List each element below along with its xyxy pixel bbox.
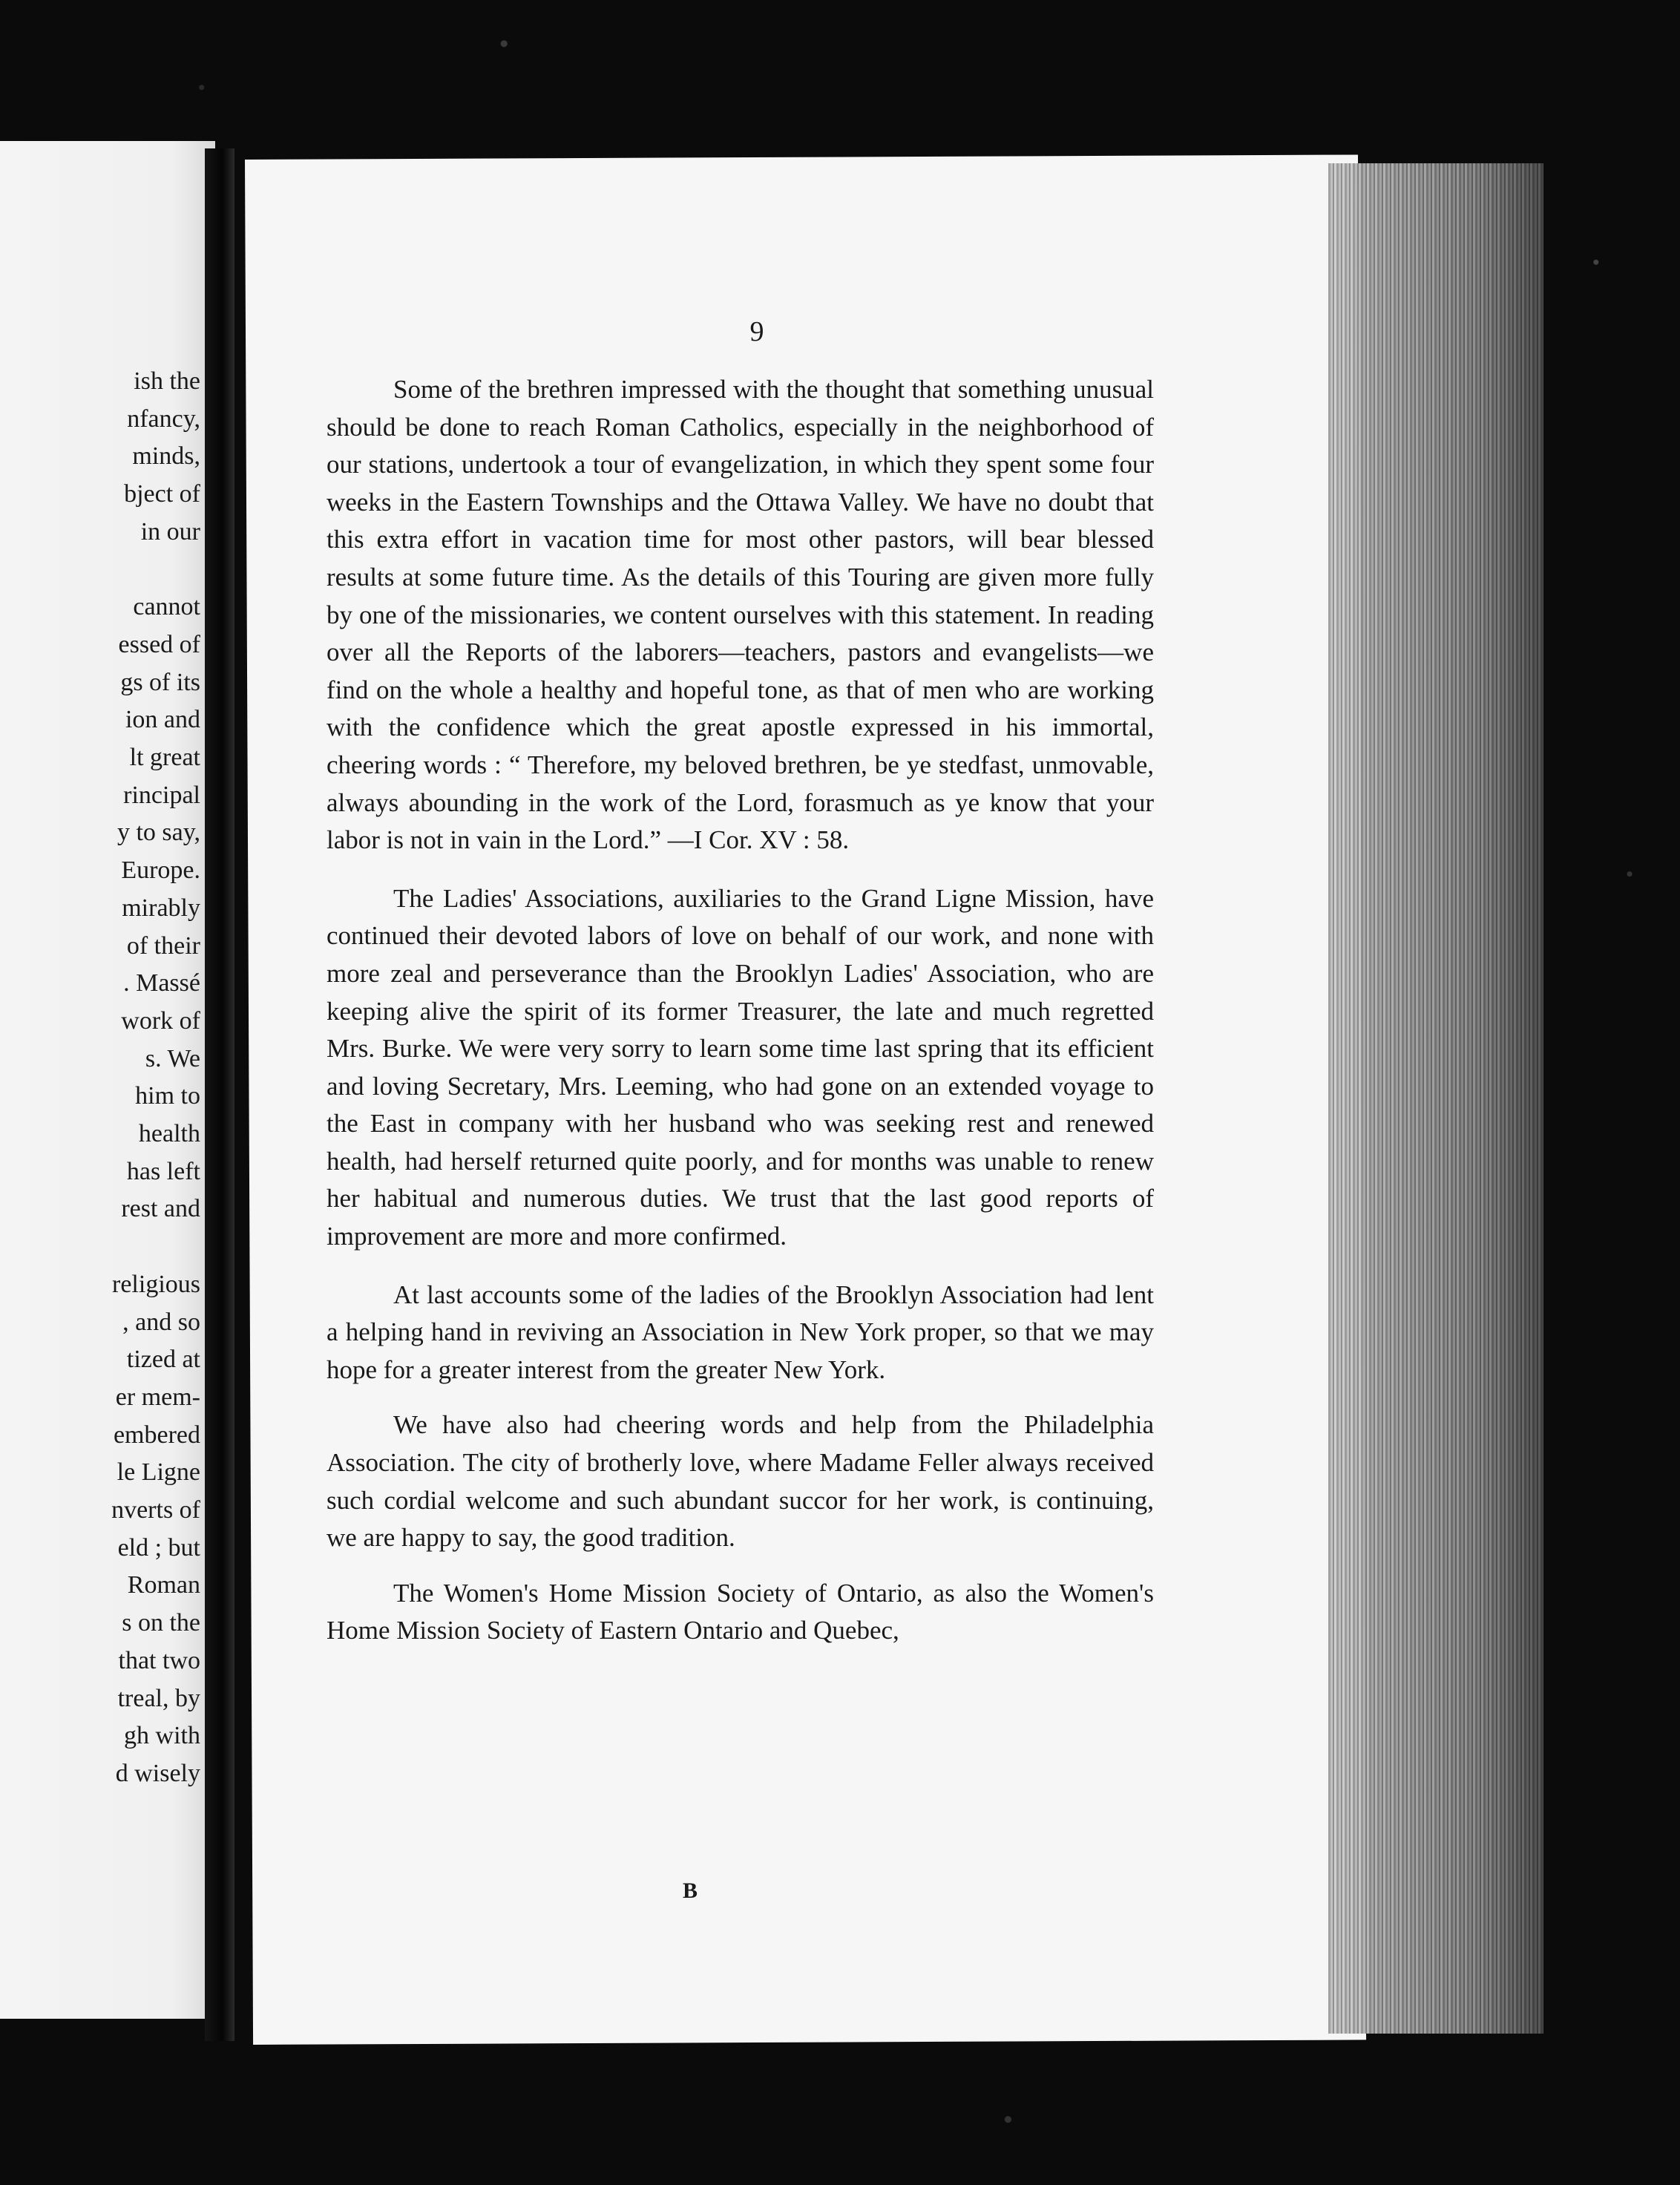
left-page-line: that two bbox=[118, 1646, 200, 1674]
left-page-line: rest and bbox=[121, 1195, 200, 1223]
left-page-line: s. We bbox=[145, 1044, 200, 1072]
left-page-line: Roman bbox=[127, 1571, 200, 1599]
left-page-line: minds, bbox=[132, 442, 200, 471]
left-page-line: bject of bbox=[124, 480, 200, 508]
left-page-line: . Massé bbox=[123, 969, 200, 998]
left-page-line: tized at bbox=[126, 1346, 200, 1374]
body-text bbox=[327, 371, 1154, 1650]
left-page-line: him to bbox=[135, 1082, 200, 1110]
left-page-line: religious bbox=[112, 1270, 200, 1298]
left-page-line: in our bbox=[140, 517, 200, 546]
paragraph-womens-home-mission: The Women's Home Mission Society of Ontario, as also the Women's Home Mission Society of Eastern Ontario and Quebec, bbox=[327, 1578, 1154, 1645]
left-page-line: nverts of bbox=[111, 1496, 200, 1524]
left-page-line: essed of bbox=[118, 630, 200, 658]
left-page-line: le Ligne bbox=[117, 1458, 200, 1487]
left-page-line: work of bbox=[121, 1006, 200, 1035]
left-page-line: of their bbox=[126, 931, 200, 960]
left-page-line: s on the bbox=[122, 1609, 200, 1637]
left-page-line: y to say, bbox=[117, 819, 200, 847]
paragraph-evangelization-tour: Some of the brethren impressed with the thought that something unusual should be done to reach Roman Catholics, especially in the neighborhood of our stations, undertook a tour of evangelization, in which they spent some four weeks in the Eastern Townships and the Ottawa Valley. We have no doubt that this extra effort in vacation time for most other pastors, will bear blessed results at some future time. As the details of this Touring are given more fully by one of the missionaries, we content ourselves with this statement. In reading over all the Reports of the laborers—teachers, pastors and evangelists—we find on the whole a healthy and hopeful tone, as that of men who are working with the confidence which the great apostle expressed in his immortal, cheering words : “ Therefore, my beloved brethren, be ye stedfast, unmovable, always abounding in the work of the Lord, forasmuch as ye know that your labor is not in vain in the Lord.” —I Cor. XV : 58. bbox=[327, 375, 1154, 855]
paragraph-philadelphia-association: We have also had cheering words and help from the Philadelphia Association. The city of brotherly love, where Madame Feller always received such cordial welcome and such abundant succor for her work, is continuing, we are happy to say, the good tradition. bbox=[327, 1410, 1154, 1553]
left-page-line: embered bbox=[113, 1421, 200, 1449]
left-page-line: has left bbox=[126, 1157, 200, 1185]
left-page-line: ion and bbox=[125, 706, 200, 734]
left-page-line: rincipal bbox=[123, 781, 200, 809]
left-page-line: gh with bbox=[124, 1722, 200, 1750]
left-page-line: nfancy, bbox=[127, 404, 200, 433]
left-page-line: , and so bbox=[122, 1308, 200, 1336]
left-page-line: eld ; but bbox=[117, 1533, 200, 1562]
paragraph-ladies-associations: The Ladies' Associations, auxiliaries to the Grand Ligne Mission, have continued their devoted labors of love on behalf of our work, and none with more zeal and perseverance than the Brooklyn Ladies' Association, who are keeping alive the spirit of its former Treasurer, the late and much regretted Mrs. Burke. We were very sorry to learn some time last spring that its efficient and loving Secretary, Mrs. Leeming, who had gone on an extended voyage to the East in company with her husband who was seeking rest and renewed health, had herself returned quite poorly, and for months was unable to renew her habitual and numerous duties. We trust that the last good reports of improvement are more and more confirmed. bbox=[327, 883, 1154, 1251]
page-edges bbox=[1328, 163, 1543, 2034]
left-page-line: cannot bbox=[133, 593, 200, 621]
signature-mark: B bbox=[682, 1878, 698, 1903]
left-page-line: mirably bbox=[122, 894, 200, 922]
left-page-line: health bbox=[138, 1120, 200, 1147]
left-page-line: ish the bbox=[134, 367, 200, 395]
left-page-line: gs of its bbox=[120, 668, 200, 696]
left-page bbox=[0, 141, 215, 2019]
book-gutter bbox=[205, 148, 234, 2041]
page-number: 9 bbox=[749, 316, 764, 347]
paragraph-new-york-association: At last accounts some of the ladies of the Brooklyn Association had lent a helping hand in reviving an Association in New York proper, so that we may hope for a greater interest from the greater New York. bbox=[327, 1280, 1154, 1384]
left-page-line: Europe. bbox=[121, 856, 200, 885]
left-page-line: d wisely bbox=[115, 1759, 200, 1787]
left-page-line: er mem- bbox=[115, 1383, 200, 1411]
left-page-line: treal, by bbox=[117, 1684, 200, 1712]
left-page-line: lt great bbox=[129, 744, 200, 771]
